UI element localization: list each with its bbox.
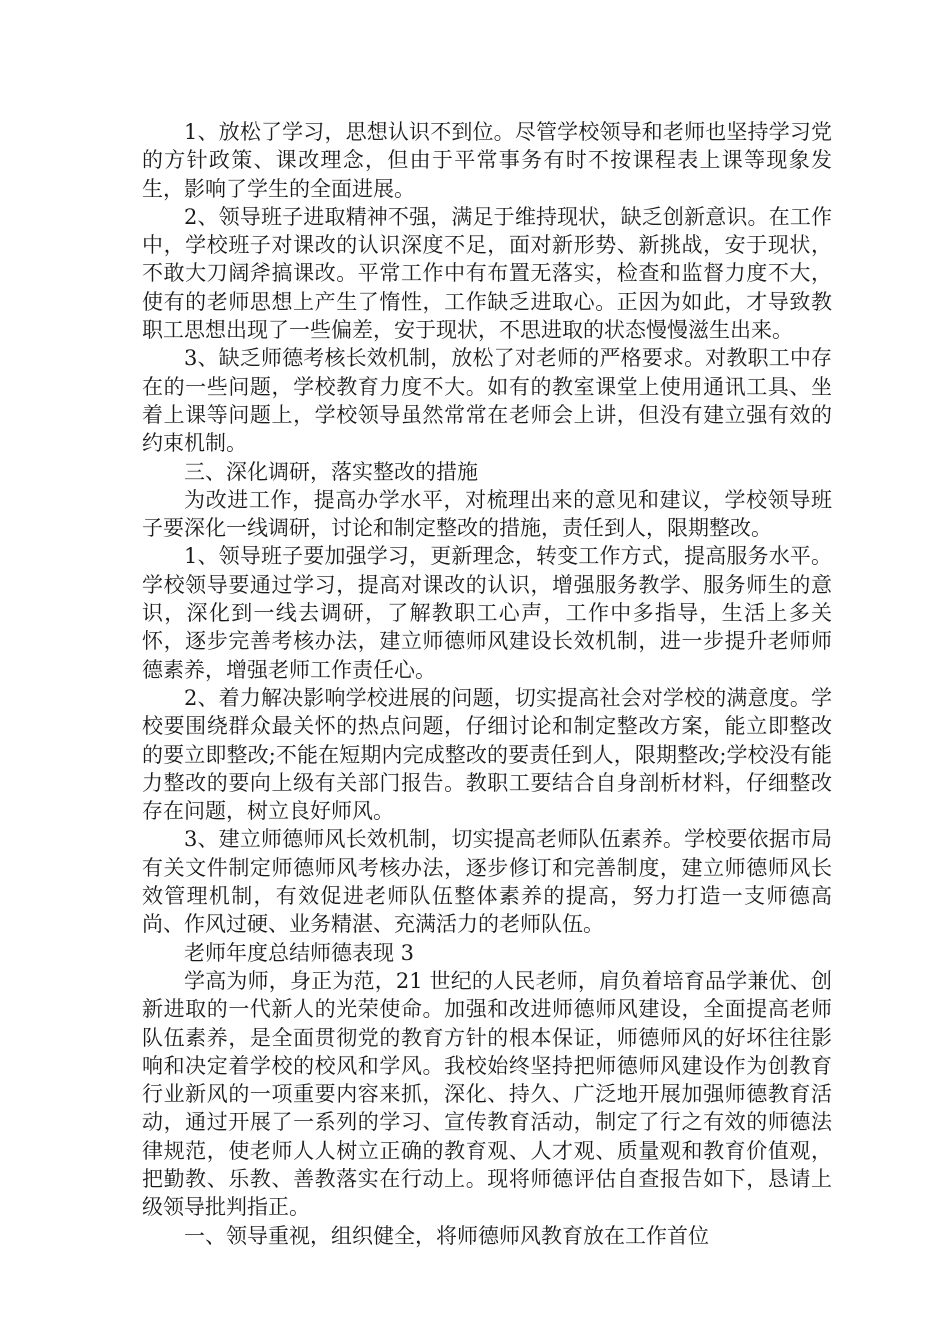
paragraph-item-2: 2、领导班子进取精神不强，满足于维持现状，缺乏创新意识。在工作中，学校班子对课改的认识深度不足，面对新形势、新挑战，安于现状，不敢大刀阔斧搞课改。平常工作中有布置无落实，检查和监督力度不大，使有的老师思想上产生了惰性，工作缺乏进取心。正因为如此，才导致教职工思想出现了一些偏差，安于现状，不思进取的状态慢慢滋生出来。 bbox=[142, 204, 832, 343]
paragraph-intro: 为改进工作，提高办学水平，对梳理出来的意见和建议，学校领导班子要深化一线调研，讨论和制定整改的措施，责任到人，限期整改。 bbox=[142, 487, 832, 541]
measure-item-3: 3、建立师德师风长效机制，切实提高老师队伍素养。学校要依据市局有关文件制定师德师风考核办法，逐步修订和完善制度，建立师德师风长效管理机制，有效促进老师队伍整体素养的提高，努力打造一支师德高尚、作风过硬、业务精湛、充满活力的老师队伍。 bbox=[142, 827, 832, 937]
section-heading-1: 一、领导重视，组织健全，将师德师风教育放在工作首位 bbox=[184, 1223, 709, 1248]
measure-item-1: 1、领导班子要加强学习，更新理念，转变工作方式，提高服务水平。学校领导要通过学习，提高对课改的认识，增强服务教学、服务师生的意识，深化到一线去调研，了解教职工心声，工作中多指导，生活上多关怀，逐步完善考核办法，建立师德师风建设长效机制，进一步提升老师师德素养，增强老师工作责任心。 bbox=[142, 544, 832, 682]
article-title: 老师年度总结师德表现 3 bbox=[184, 940, 415, 965]
article-intro: 学高为师，身正为范，21 世纪的人民老师，肩负着培育品学兼优、创新进取的一代新人的光荣使命。加强和改进师德师风建设，全面提高老师队伍素养，是全面贯彻党的教育方针的根本保证，师德师风的好坏往往影响和决定着学校的校风和学风。我校始终坚持把师德师风建设作为创教育行业新风的一项重要内容来抓，深化、持久、广泛地开展加强师德教育活动，通过开展了一系列的学习、宣传教育活动，制定了行之有效的师德法律规范，使老师人人树立正确的教育观、人才观、质量观和教育价值观，把勤教、乐教、善教落实在行动上。现将师德评估自查报告如下，恳请上级领导批判指正。 bbox=[142, 968, 832, 1220]
section-heading-3: 三、深化调研，落实整改的措施 bbox=[184, 459, 478, 484]
document-page bbox=[142, 118, 832, 1250]
paragraph-item-3: 3、缺乏师德考核长效机制，放松了对老师的严格要求。对教职工中存在的一些问题，学校教育力度不大。如有的教室课堂上使用通讯工具、坐着上课等问题上，学校领导虽然常常在老师会上讲，但没有建立强有效的约束机制。 bbox=[142, 346, 832, 456]
paragraph-item-1: 1、放松了学习，思想认识不到位。尽管学校领导和老师也坚持学习党的方针政策、课改理念，但由于平常事务有时不按课程表上课等现象发生，影响了学生的全面进展。 bbox=[142, 120, 832, 201]
measure-item-2: 2、着力解决影响学校进展的问题，切实提高社会对学校的满意度。学校要围绕群众最关怀的热点问题，仔细讨论和制定整改方案，能立即整改的要立即整改;不能在短期内完成整改的要责任到人，限期整改;学校没有能力整改的要向上级有关部门报告。教职工要结合自身剖析材料，仔细整改存在问题，树立良好师风。 bbox=[142, 685, 832, 824]
